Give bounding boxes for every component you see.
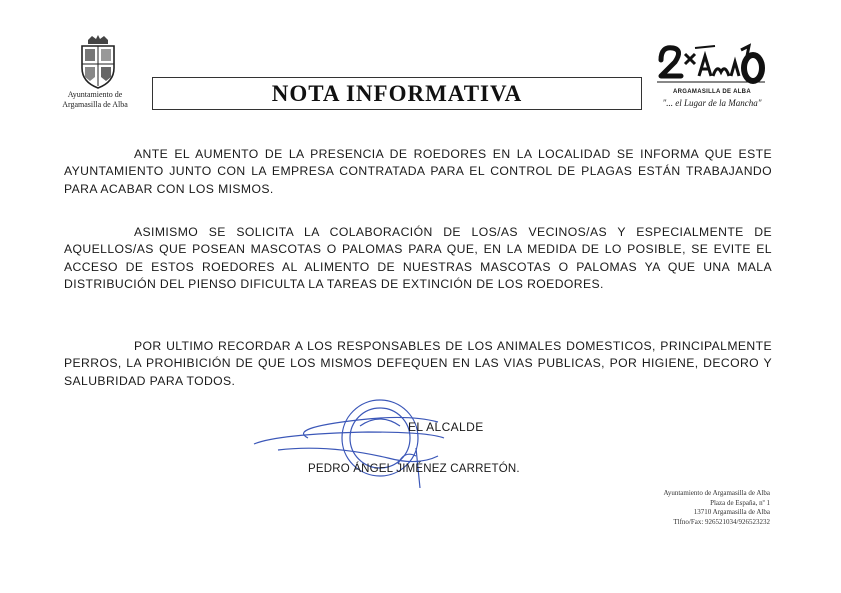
address-block: [600, 489, 770, 527]
paragraph-3: [64, 338, 772, 390]
page-title: NOTA INFORMATIVA: [271, 80, 523, 106]
address-line-3: 13710 Argamasilla de Alba: [693, 508, 770, 516]
municipality-line-2: Argamasilla de Alba: [62, 100, 128, 109]
brand-slogan: "... el Lugar de la Mancha": [662, 98, 762, 108]
municipal-crest-icon: [74, 34, 122, 90]
signer-title: EL ALCALDE: [408, 420, 484, 434]
signer-name: PEDRO ÁNGEL JIMÉNEZ CARRETÓN.: [308, 463, 520, 475]
paragraph-2: [64, 224, 772, 294]
title-box: [152, 77, 642, 110]
brand-name: ARGAMASILLA DE ALBA: [673, 89, 751, 95]
paragraph-1-text: ANTE EL AUMENTO DE LA PRESENCIA DE ROEDORES EN LA LOCALIDAD SE INFORMA QUE ESTE AYUNTAMIENTO JUNTO CON LA EMPRESA CONTRATADA PARA EL CONTROL DE PLAGAS ESTÁN TRABAJANDO PARA ACABAR CON LOS MISMOS.: [64, 147, 772, 196]
address-line-1: Ayuntamiento de Argamasilla de Alba: [663, 489, 770, 497]
argamasilla-logo-icon: [655, 42, 770, 90]
municipality-line-1: Ayuntamiento de: [67, 90, 123, 99]
municipality-name: [40, 90, 150, 110]
address-line-4: Tlfno/Fax: 926521034/926523232: [673, 517, 770, 526]
paragraph-1: [64, 146, 772, 198]
paragraph-3-text: POR ULTIMO RECORDAR A LOS RESPONSABLES DE LOS ANIMALES DOMESTICOS, PRINCIPALMENTE PERROS, LA PROHIBICIÓN DE QUE LOS MISMOS DEFEQUEN EN LAS VIAS PUBLICAS, POR HIGIENE, DECORO Y SALUBRIDAD PARA TODOS.: [64, 339, 772, 388]
paragraph-2-text: ASIMISMO SE SOLICITA LA COLABORACIÓN DE LOS/AS VECINOS/AS Y ESPECIALMENTE DE AQUELLOS/AS QUE POSEAN MASCOTAS O PALOMAS PARA QUE, EN LA MEDIDA DE LO POSIBLE, SE EVITE EL ACCESO DE ESTOS ROEDORES AL ALIMENTO DE NUESTRAS MASCOTAS O PALOMAS YA QUE UNA MALA DISTRIBUCIÓN DEL PIENSO DIFICULTA LA TAREAS DE EXTINCIÓN DE LOS ROEDORES.: [64, 225, 772, 292]
official-stamp-icon: [248, 398, 448, 490]
address-line-2: Plaza de España, nº 1: [710, 498, 770, 507]
